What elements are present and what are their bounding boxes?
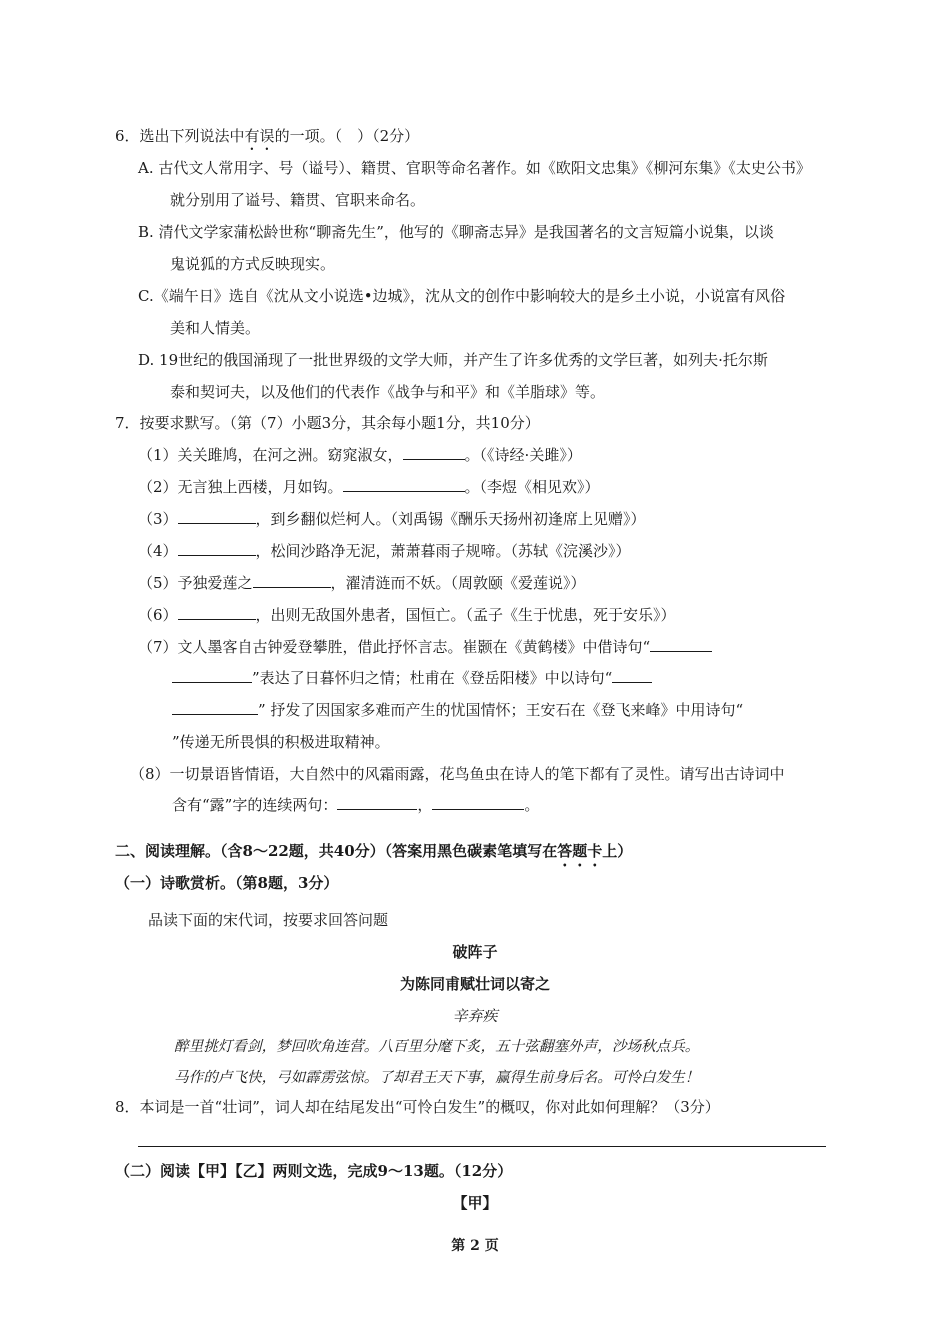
poem-author: 辛弃疾 bbox=[452, 1007, 498, 1025]
q6-option-c-line1: C.《端午日》选自《沈从文小说选•边城》，沈从文的创作中影响较大的是乡土小说，小说富有风俗 bbox=[138, 287, 786, 305]
answer-blank[interactable] bbox=[178, 605, 256, 620]
q6-option-d-line2: 泰和契诃夫，以及他们的代表作《战争与和平》和《羊脂球》等。 bbox=[170, 383, 606, 401]
subsection-2-title: （二）阅读【甲】【乙】两则文选，完成9～13题。（12分） bbox=[115, 1162, 513, 1180]
q6-option-a-line2: 就分别用了谥号、籍贯、官职来命名。 bbox=[170, 191, 426, 209]
answer-blank[interactable] bbox=[172, 668, 252, 683]
answer-blank[interactable] bbox=[337, 795, 417, 810]
q6-option-b-line1: B. 清代文学家蒲松龄世称“聊斋先生”，他写的《聊斋志异》是我国著名的文言短篇小说集，以谈 bbox=[138, 223, 774, 241]
q8-stem: 8．本词是一首“壮词”，词人却在结尾发出“可怜白发生”的概叹，你对此如何理解？（3分） bbox=[115, 1098, 720, 1116]
answer-blank[interactable] bbox=[172, 700, 258, 715]
answer-blank[interactable] bbox=[253, 573, 331, 588]
subsection-1-title: （一）诗歌赏析。（第8题，3分） bbox=[115, 874, 339, 892]
q6-option-b-line2: 鬼说狐的方式反映现实。 bbox=[170, 255, 336, 273]
answer-blank[interactable] bbox=[343, 477, 465, 492]
poem-title: 破阵子 bbox=[452, 943, 498, 961]
answer-blank[interactable] bbox=[612, 668, 652, 683]
poem-subtitle: 为陈同甫赋壮词以寄之 bbox=[399, 975, 550, 993]
answer-blank[interactable] bbox=[432, 795, 524, 810]
q7-item-7-line3: ” 抒发了因国家多难而产生的忧国情怀；王安石在《登飞来峰》中用诗句“ bbox=[172, 700, 743, 720]
q7-item-1: （1）关关雎鸠，在河之洲。窈窕淑女， 。（《诗经·关雎》） bbox=[138, 446, 582, 464]
q7-item-2: （2）无言独上西楼，月如钩。 。（李煜《相见欢》） bbox=[138, 478, 600, 496]
q7-item-4: （4） ，松间沙路净无泥，萧萧暮雨子规啼。（苏轼《浣溪沙》） bbox=[138, 542, 631, 560]
q7-item-7-line1: （7）文人墨客自古钟爱登攀胜，借此抒怀言志。崔颢在《黄鹤楼》中借诗句“ bbox=[138, 637, 712, 657]
q7-item-7-line2: ”表达了日暮怀归之情；杜甫在《登岳阳楼》中以诗句“ bbox=[172, 668, 652, 688]
q7-item-7-line4: ”传递无所畏惧的积极进取精神。 bbox=[172, 733, 390, 751]
poem-intro: 品读下面的宋代词，按要求回答问题 bbox=[148, 911, 389, 929]
answer-blank[interactable] bbox=[403, 445, 465, 460]
q6-option-c-line2: 美和人情美。 bbox=[170, 319, 261, 337]
answer-blank[interactable] bbox=[178, 541, 256, 556]
q7-item-3: （3） ，到乡翻似烂柯人。（刘禹锡《酬乐天扬州初逢席上见赠》） bbox=[138, 510, 646, 528]
poem-line-2: 马作的卢飞快，弓如霹雳弦惊。了却君王天下事，赢得生前身后名。可怜白发生！ bbox=[174, 1069, 700, 1086]
q7-item-8-line2: 含有“露”字的连续两句： ， 。 bbox=[172, 796, 540, 814]
q7-item-5: （5）予独爱莲之 ，濯清涟而不妖。（周敦颐《爱莲说》） bbox=[138, 574, 586, 592]
page-number: 第 2 页 bbox=[451, 1238, 499, 1254]
q6-option-d-line1: D. 19世纪的俄国涌现了一批世界级的文学大师，并产生了许多优秀的文学巨著，如列夫·托尔斯 bbox=[138, 351, 768, 369]
q7-stem: 7．按要求默写。（第（7）小题3分，其余每小题1分，共10分） bbox=[115, 414, 540, 432]
section-2-title: 二、阅读理解。（含8～22题，共40分）（答案用黑色碳素笔填写在答题卡上） bbox=[115, 842, 633, 860]
q7-item-8-line1: （8）一切景语皆情语，大自然中的风霜雨露，花鸟鱼虫在诗人的笔下都有了灵性。请写出古诗词中 bbox=[130, 765, 785, 783]
q8-answer-line[interactable] bbox=[138, 1146, 826, 1147]
answer-blank[interactable] bbox=[178, 509, 256, 524]
q7-item-6: （6） ，出则无敌国外患者，国恒亡。（孟子《生于忧患，死于安乐》） bbox=[138, 606, 676, 624]
answer-blank[interactable] bbox=[650, 637, 712, 652]
text-jia-label: 【甲】 bbox=[452, 1194, 498, 1212]
poem-line-1: 醉里挑灯看剑，梦回吹角连营。八百里分麾下炙，五十弦翻塞外声，沙场秋点兵。 bbox=[174, 1038, 700, 1055]
q6-option-a-line1: A. 古代文人常用字、号（谥号）、籍贯、官职等命名著作。如《欧阳文忠集》《柳河东集》《太史公书》 bbox=[138, 159, 811, 177]
q6-stem: 6．选出下列说法中有误的一项。（ ）（2分） bbox=[115, 127, 420, 145]
